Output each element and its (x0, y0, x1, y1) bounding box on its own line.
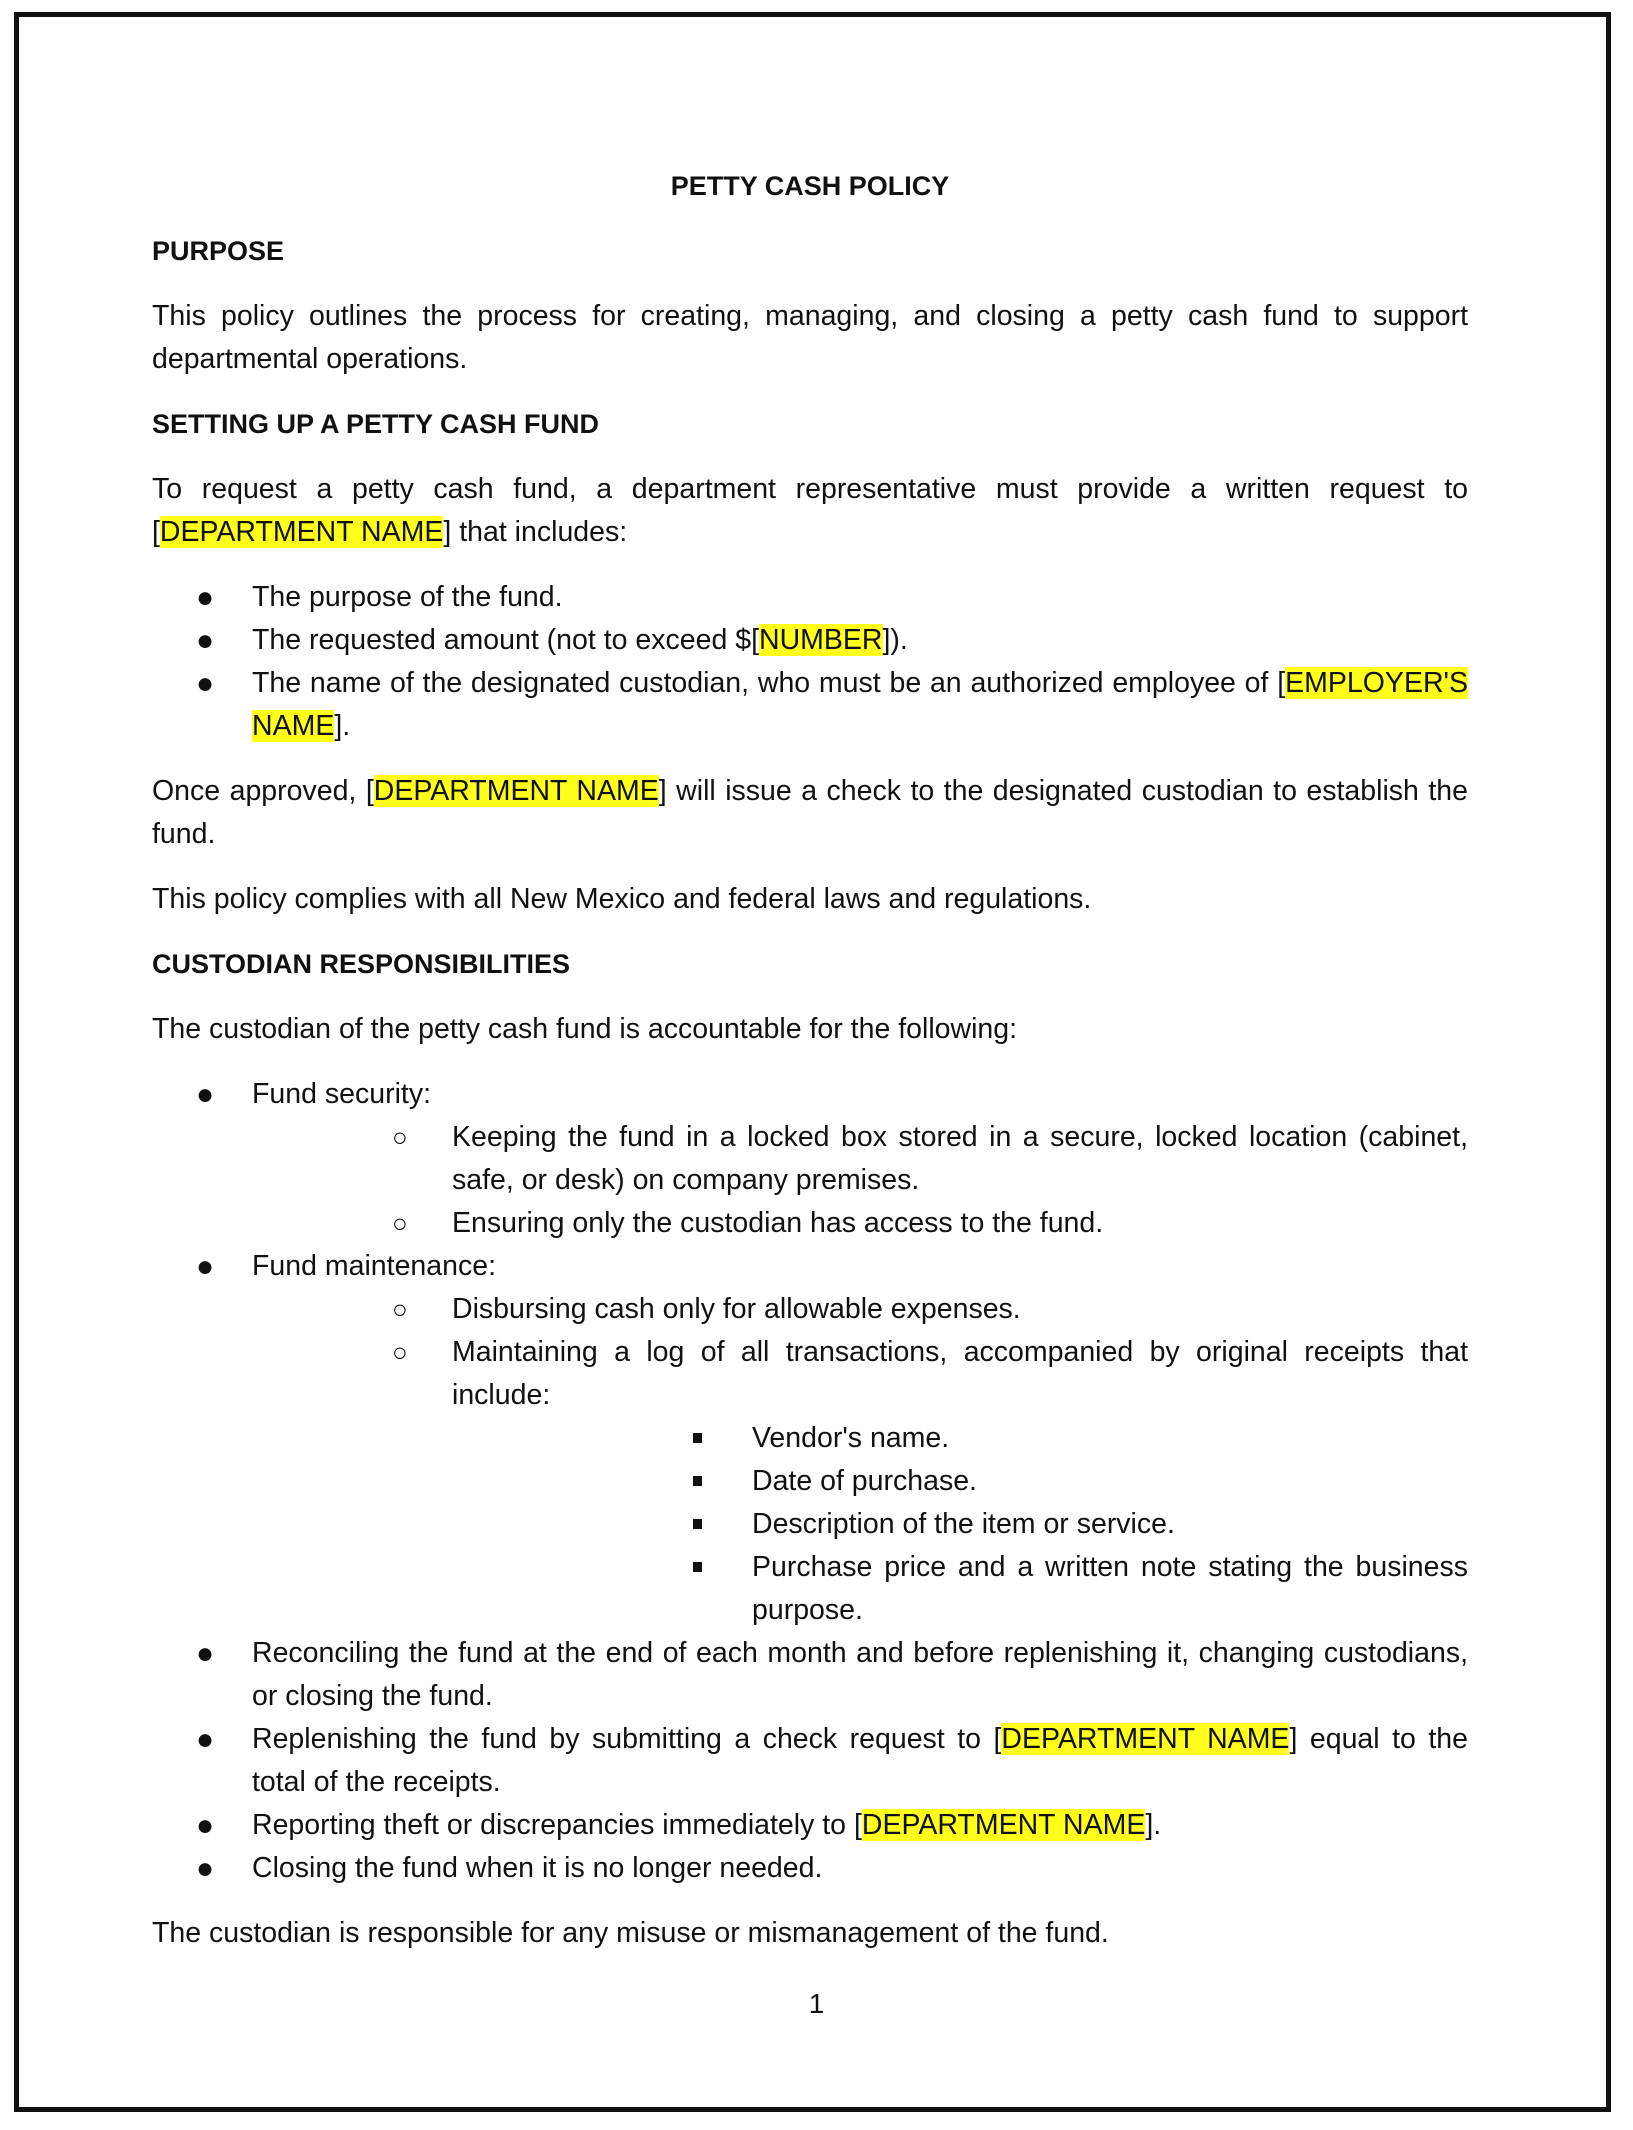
sub-list-item-text: Disbursing cash only for allowable expenses. (452, 1293, 1021, 1325)
list-item-text: Fund security: (252, 1078, 431, 1110)
document-title: PETTY CASH POLICY (670, 171, 950, 201)
bullet-icon: ● (196, 1852, 215, 1885)
list-item-text: Reporting theft or discrepancies immediately to [ (252, 1809, 862, 1841)
department-name-placeholder: DEPARTMENT NAME (159, 516, 444, 548)
list-item-text: The name of the designated custodian, who must be an authorized employee of [ (252, 667, 1286, 699)
page-number: 1 (808, 1988, 825, 2019)
purpose-heading: PURPOSE (152, 236, 285, 266)
list-item (152, 662, 1468, 748)
square-bullet-icon (693, 1562, 702, 1572)
document-body (152, 160, 1468, 1977)
bullet-icon: ● (196, 1637, 215, 1670)
list-item (152, 1632, 1468, 1718)
sub-list-item-text: Maintaining a log of all transactions, accompanied by original receipts that include: (452, 1336, 1468, 1411)
bullet-icon: ● (196, 624, 215, 657)
list-item-text-end: ]. (1145, 1809, 1162, 1841)
compliance-paragraph: This policy complies with all New Mexico and federal laws and regulations. (152, 883, 1092, 915)
sub-list-item (252, 1331, 1468, 1632)
responsibility-paragraph: The custodian is responsible for any misuse or mismanagement of the fund. (152, 1917, 1109, 1949)
list-item (152, 619, 1468, 662)
bullet-icon: ● (196, 581, 215, 614)
custodian-responsibilities-list (152, 1073, 1468, 1890)
receipt-details-sublist (452, 1417, 1468, 1632)
list-item-text: The requested amount (not to exceed $[ (252, 624, 759, 656)
department-name-placeholder: DEPARTMENT NAME (373, 775, 659, 807)
custodian-intro-paragraph: The custodian of the petty cash fund is accountable for the following: (152, 1013, 1018, 1045)
list-item-text: Reconciling the fund at the end of each month and before replenishing it, changing custodians, or closing the fund. (252, 1637, 1468, 1712)
approval-text: Once approved, [ (152, 775, 374, 807)
approval-paragraph (152, 770, 1468, 856)
purpose-paragraph: This policy outlines the process for creating, managing, and closing a petty cash fund to support departmental operations. (152, 300, 1468, 375)
list-item-text: The purpose of the fund. (252, 581, 563, 613)
hollow-circle-bullet-icon: ○ (392, 1208, 408, 1238)
receipt-list-item (452, 1546, 1468, 1632)
employer-name-placeholder: EMPLOYER'S NAME (252, 667, 1468, 742)
list-item (152, 1804, 1468, 1847)
square-bullet-icon (693, 1519, 702, 1529)
list-item (152, 576, 1468, 619)
setup-intro-text-end: ] that includes: (443, 516, 628, 548)
request-requirements-list (152, 576, 1468, 748)
receipt-list-item-text: Vendor's name. (752, 1422, 950, 1454)
department-name-placeholder: DEPARTMENT NAME (1001, 1723, 1290, 1755)
bullet-icon: ● (196, 667, 215, 700)
receipt-list-item-text: Purchase price and a written note stating the business purpose. (752, 1551, 1468, 1626)
sub-list-item (252, 1202, 1468, 1245)
bullet-icon: ● (196, 1250, 215, 1283)
fund-security-sublist (252, 1116, 1468, 1245)
sub-list-item-text: Ensuring only the custodian has access to the fund. (452, 1207, 1104, 1239)
list-item (152, 1718, 1468, 1804)
hollow-circle-bullet-icon: ○ (392, 1337, 408, 1367)
bullet-icon: ● (196, 1809, 215, 1842)
list-item-text: Replenishing the fund by submitting a check request to [ (252, 1723, 1002, 1755)
list-item-text-end: ] equal to the total of the receipts. (252, 1723, 1468, 1798)
custodian-heading: CUSTODIAN RESPONSIBILITIES (152, 949, 571, 979)
setup-intro-paragraph (152, 468, 1468, 554)
list-item-text-end: ]). (882, 624, 908, 656)
receipt-list-item (452, 1503, 1468, 1546)
number-placeholder: NUMBER (759, 624, 883, 656)
receipt-list-item (452, 1460, 1468, 1503)
list-item-text-end: ]. (334, 710, 351, 742)
setup-heading: SETTING UP A PETTY CASH FUND (152, 409, 600, 439)
department-name-placeholder: DEPARTMENT NAME (861, 1809, 1146, 1841)
square-bullet-icon (693, 1476, 702, 1486)
list-item-text: Fund maintenance: (252, 1250, 496, 1282)
receipt-list-item (452, 1417, 1468, 1460)
setup-intro-text: To request a petty cash fund, a department representative must provide a written request to [ (152, 473, 1468, 548)
sub-list-item (252, 1116, 1468, 1202)
approval-text-end: ] will issue a check to the designated custodian to establish the fund. (152, 775, 1468, 850)
sub-list-item-text: Keeping the fund in a locked box stored in a secure, locked location (cabinet, safe, or desk) on company premises. (452, 1121, 1468, 1196)
hollow-circle-bullet-icon: ○ (392, 1294, 408, 1324)
list-item (152, 1847, 1468, 1890)
list-item (152, 1073, 1468, 1245)
list-item-text: Closing the fund when it is no longer needed. (252, 1852, 823, 1884)
bullet-icon: ● (196, 1078, 215, 1111)
fund-maintenance-sublist (252, 1288, 1468, 1632)
receipt-list-item-text: Description of the item or service. (752, 1508, 1175, 1540)
list-item (152, 1245, 1468, 1632)
sub-list-item (252, 1288, 1468, 1331)
receipt-list-item-text: Date of purchase. (752, 1465, 977, 1497)
square-bullet-icon (693, 1433, 702, 1443)
bullet-icon: ● (196, 1723, 215, 1756)
hollow-circle-bullet-icon: ○ (392, 1122, 408, 1152)
